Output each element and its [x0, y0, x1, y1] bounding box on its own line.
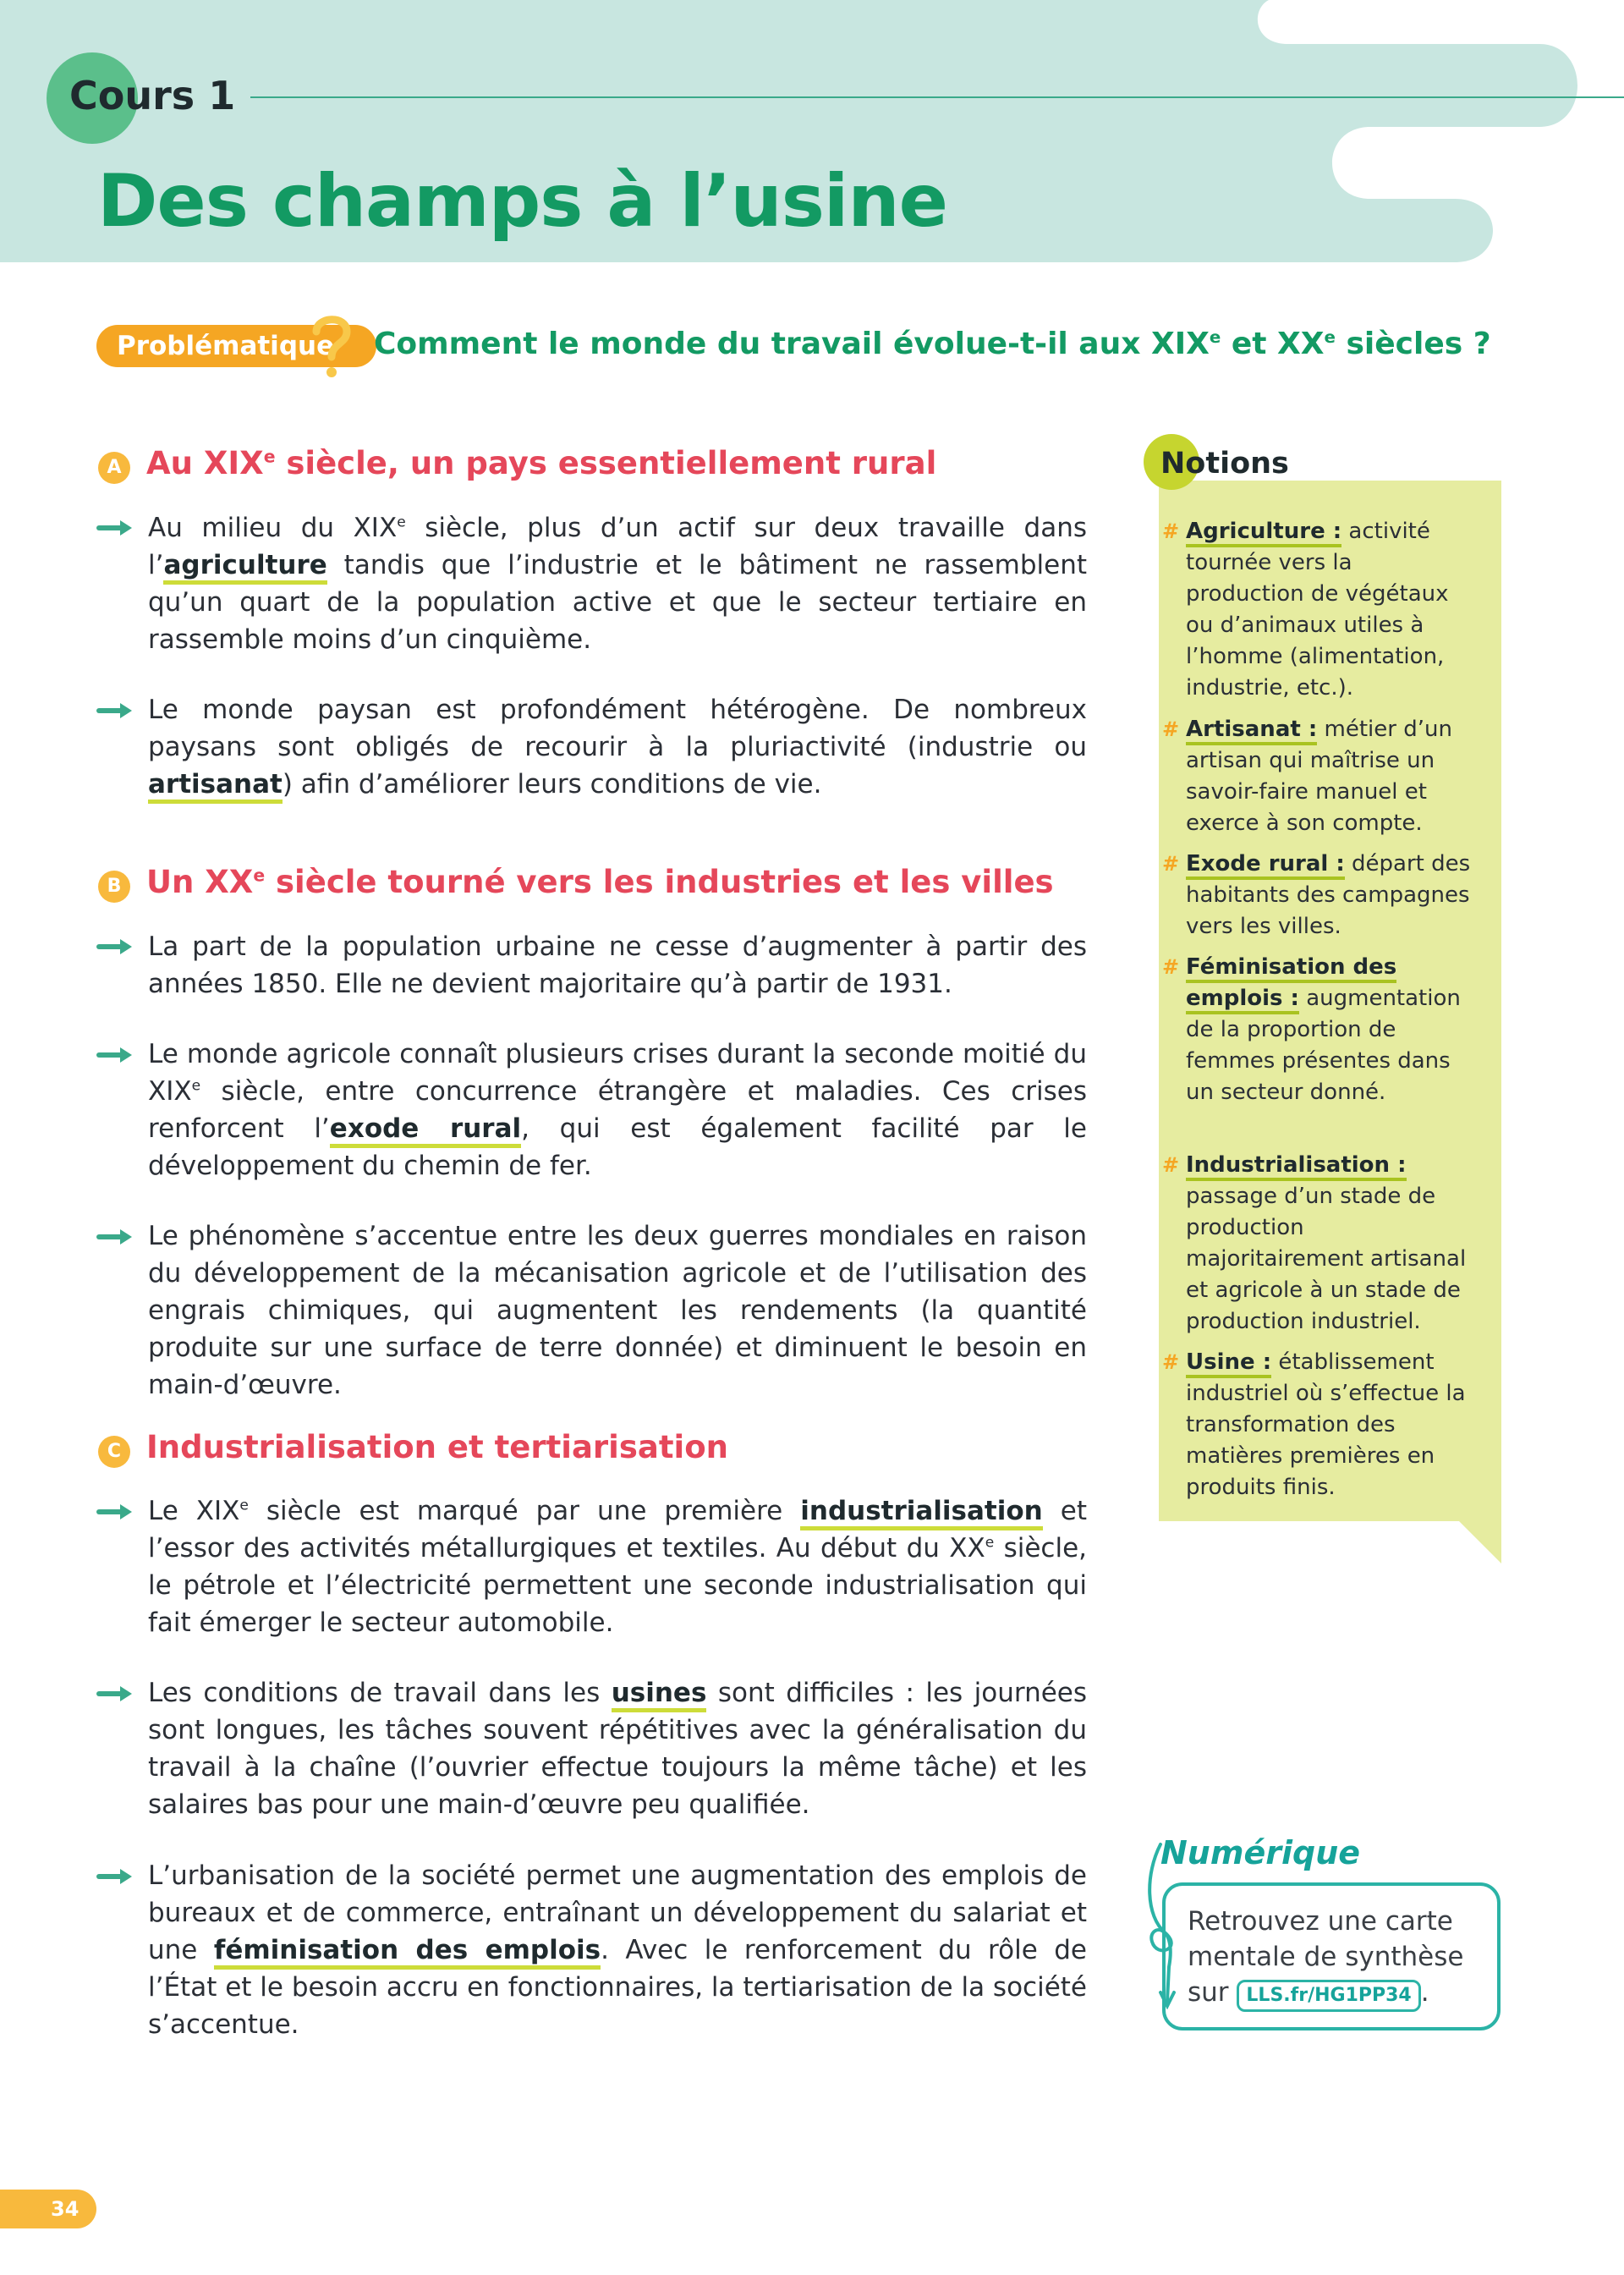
arrow-icon: [96, 1866, 135, 1887]
page-number: 34: [0, 2190, 96, 2228]
numerique-text: Retrouvez une carte mentale de synthèse sur LLS.fr/HG1PP34 .: [1188, 1904, 1492, 2012]
header-rule: [250, 96, 1624, 98]
notion-industrialisation: # Industrialisation : passage d’un stade de production majoritairement artisanal et agricole à un stade de production industriel.: [1186, 1150, 1473, 1338]
notion-artisanat: # Artisanat : métier d’un artisan qui maîtrise un savoir-faire manuel et exerce à son compte.: [1186, 714, 1473, 839]
numerique-title: Numérique: [1160, 1834, 1361, 1871]
course-label: Cours 1: [69, 73, 236, 118]
section-b-badge: B: [98, 871, 130, 903]
paragraph-c1: Le XIXe siècle est marqué par une première industrialisation et l’essor des activités métallurgiques et textiles. Au début du XXe siècle, le pétrole et l’électricité permettent une seconde industrialisation qui fait émerger le secteur automobile.: [148, 1496, 1087, 1638]
arrow-icon: [96, 1227, 135, 1247]
notions-title: Notions: [1160, 447, 1289, 481]
hash-icon: #: [1162, 955, 1180, 979]
paragraph-a1: Au milieu du XIXe siècle, plus d’un actif sur deux travaille dans l’agriculture tandis que l’industrie et le bâtiment ne rassemblent qu’un quart de la population active et que le secteur tertiaire en rassemble moins d’un cinquième.: [148, 513, 1087, 655]
arrow-icon: [96, 1684, 135, 1704]
keyword-artisanat: artisanat: [148, 769, 283, 804]
numerique-link[interactable]: LLS.fr/HG1PP34: [1237, 1980, 1420, 2012]
paragraph-c3: L’urbanisation de la société permet une augmentation des emplois de bureaux et de commerce, entraînant un développement du salariat et une féminisation des emplois. Avec le renforcement du rôle de l’État et le besoin accru en fonctionnaires, la tertiarisation de la société s’accentue.: [148, 1860, 1088, 2040]
paragraph-b3: Le phénomène s’accentue entre les deux guerres mondiales en raison du développement de la mécanisation agricole et de l’utilisation des engrais chimiques, qui augmentent les rendements (la quantité produite sur une surface de terre donnée) et diminuent le besoin en main-d’œuvre.: [148, 1221, 1087, 1400]
keyword-usines: usines: [612, 1678, 707, 1712]
hash-icon: #: [1162, 1350, 1180, 1374]
section-c-badge: C: [98, 1436, 130, 1468]
notion-feminisation: # Féminisation des emplois : augmentation de la proportion de femmes présentes dans un secteur donné.: [1186, 952, 1473, 1108]
keyword-agriculture: agriculture: [163, 550, 326, 585]
page-title: Des champs à l’usine: [97, 159, 947, 244]
paragraph-c2: Les conditions de travail dans les usines sont difficiles : les journées sont longues, les tâches souvent répétitives avec la généralisation du travail à la chaîne (l’ouvrier effectue toujours la même tâche) et les salaires bas pour une main-d’œuvre peu qualifiée.: [148, 1678, 1088, 1820]
section-a-title: Au XIXe siècle, un pays essentiellement rural: [146, 445, 937, 481]
notion-exode-rural: # Exode rural : départ des habitants des campagnes vers les villes.: [1186, 849, 1473, 942]
section-a-badge: A: [98, 452, 130, 484]
problematique-question: Comment le monde du travail évolue-t-il aux XIXe et XXe siècles ?: [374, 327, 1491, 361]
arrow-icon: [96, 518, 135, 538]
paragraph-b1: La part de la population urbaine ne cesse d’augmenter à partir des années 1850. Elle ne devient majoritaire qu’à partir de 1931.: [148, 931, 1087, 999]
notion-usine: # Usine : établissement industriel où s’effectue la transformation des matières premières en produits finis.: [1186, 1347, 1473, 1503]
arrow-icon: [96, 1045, 135, 1065]
hash-icon: #: [1162, 1153, 1180, 1177]
arrow-icon: [96, 937, 135, 957]
paragraph-b2: Le monde agricole connaît plusieurs crises durant la seconde moitié du XIXe siècle, entre concurrence étrangère et maladies. Ces crises renforcent l’exode rural, qui est également facilité par le développement du chemin de fer.: [148, 1039, 1087, 1181]
section-b-title: Un XXe siècle tourné vers les industries et les villes: [146, 864, 1054, 900]
keyword-feminisation-des-emplois: féminisation des emplois: [214, 1935, 601, 1970]
problematique-label: Problématique: [96, 325, 376, 367]
keyword-industrialisation: industrialisation: [800, 1496, 1043, 1530]
paragraph-a2: Le monde paysan est profondément hétérogène. De nombreux paysans sont obligés de recourir à la pluriactivité (industrie ou artisanat) afin d’améliorer leurs conditions de vie.: [148, 691, 1087, 803]
section-c-title: Industrialisation et tertiarisation: [146, 1429, 728, 1465]
question-mark-icon: [306, 311, 357, 381]
keyword-exode-rural: exode rural: [330, 1113, 521, 1148]
arrow-icon: [96, 701, 135, 721]
notion-agriculture: # Agriculture : activité tournée vers la production de végétaux ou d’animaux utiles à l’homme (alimentation, industrie, etc.).: [1186, 516, 1473, 704]
arrow-icon: [96, 1502, 135, 1522]
hash-icon: #: [1162, 717, 1180, 741]
hash-icon: #: [1162, 852, 1180, 876]
hash-icon: #: [1162, 519, 1180, 543]
